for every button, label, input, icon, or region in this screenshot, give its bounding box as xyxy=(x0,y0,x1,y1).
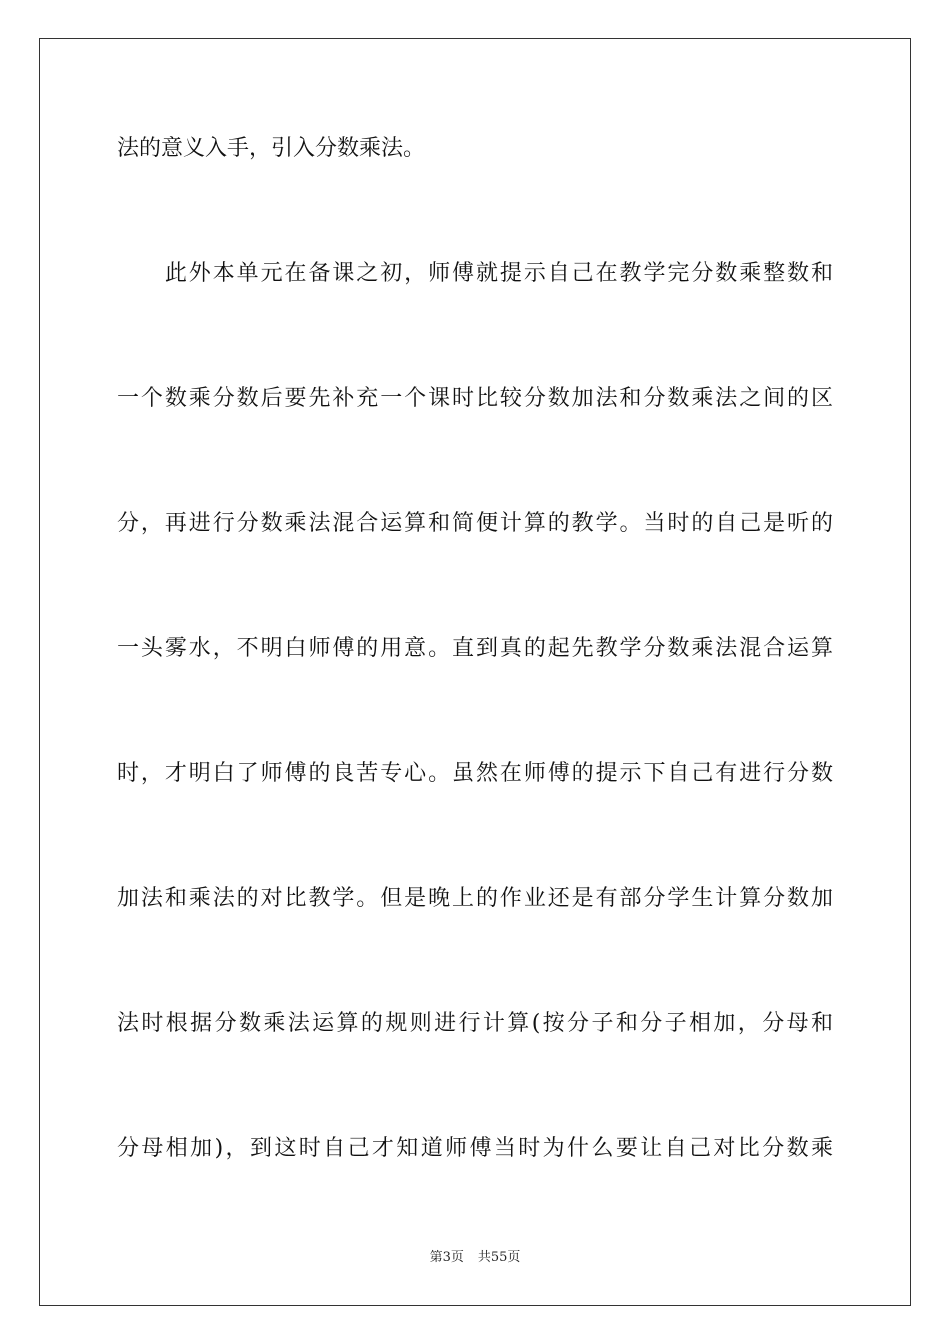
body-text-line-4: 分，再进行分数乘法混合运算和简便计算的教学。当时的自己是听的 xyxy=(117,511,833,536)
body-text-line-7: 加法和乘法的对比教学。但是晚上的作业还是有部分学生计算分数加 xyxy=(117,886,833,911)
body-text-line-8: 法时根据分数乘法运算的规则进行计算(按分子和分子相加，分母和 xyxy=(117,1011,833,1036)
body-text-line-3: 一个数乘分数后要先补充一个课时比较分数加法和分数乘法之间的区 xyxy=(117,386,833,411)
body-text-line-9: 分母相加)，到这时自己才知道师傅当时为什么要让自己对比分数乘 xyxy=(117,1136,833,1161)
body-text-line-2: 此外本单元在备课之初，师傅就提示自己在教学完分数乘整数和 xyxy=(117,261,833,286)
page-frame xyxy=(39,38,911,1306)
body-text-line-1: 法的意义入手，引入分数乘法。 xyxy=(117,136,426,161)
page-number: 第3页 xyxy=(429,1250,464,1265)
total-pages: 共55页 xyxy=(477,1250,521,1265)
body-text-line-5: 一头雾水，不明白师傅的用意。直到真的起先教学分数乘法混合运算 xyxy=(117,636,833,661)
page-footer xyxy=(0,1249,950,1267)
body-text-line-6: 时，才明白了师傅的良苦专心。虽然在师傅的提示下自己有进行分数 xyxy=(117,761,833,786)
